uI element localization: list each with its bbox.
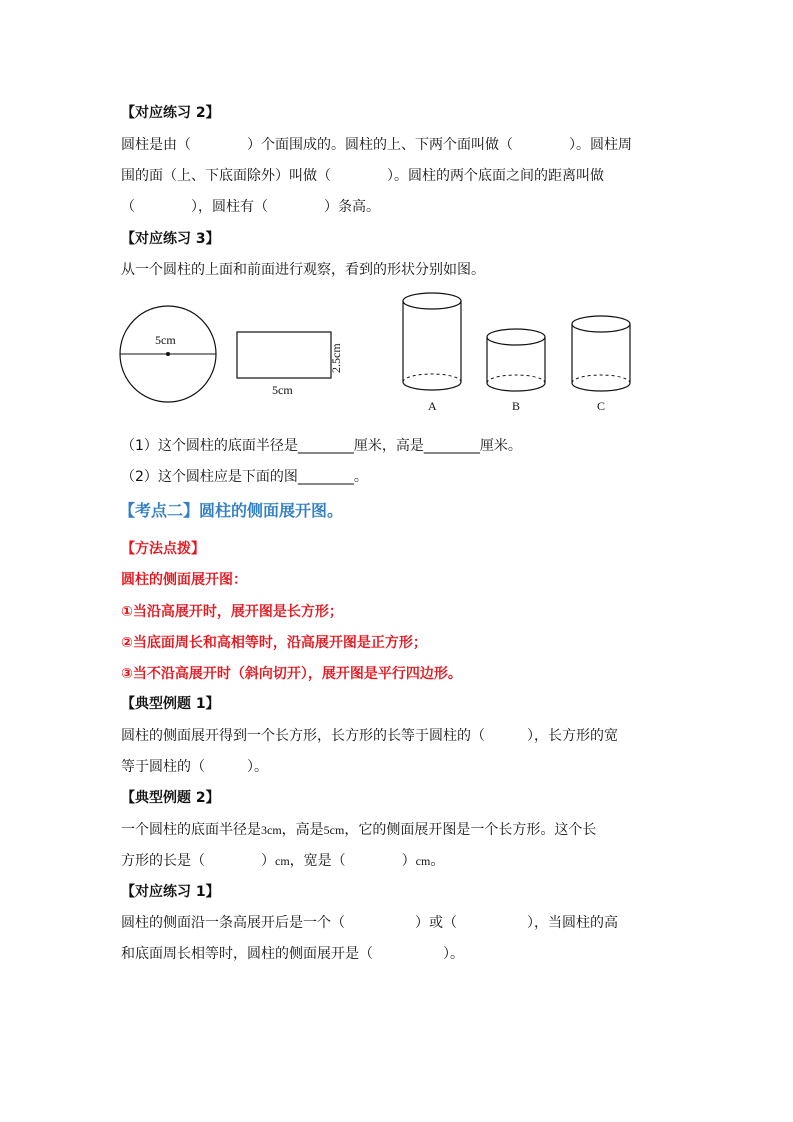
practice-2-line-2: 围的面（上、下底面除外）叫做（ ）。圆柱的两个底面之间的距离叫做 bbox=[121, 168, 604, 184]
cylinder-a-label: A bbox=[428, 399, 437, 413]
example-1-line-2: 等于圆柱的（ ）。 bbox=[121, 759, 268, 775]
example-2-heading: 【典型例题 2】 bbox=[121, 790, 220, 806]
circle-diameter-label: 5cm bbox=[155, 333, 176, 347]
method-rule-2: ②当底面周长和高相等时，沿高展开图是正方形； bbox=[121, 635, 427, 651]
practice-2-heading: 【对应练习 2】 bbox=[121, 105, 220, 121]
rect-height-label: 2.5cm bbox=[329, 343, 343, 373]
example-2-text-b: ，高是 bbox=[281, 822, 324, 838]
question-2: （2）这个圆柱应是下面的图________。 bbox=[121, 469, 368, 485]
example-2-line-1 bbox=[121, 820, 596, 840]
cylinder-a bbox=[403, 293, 461, 390]
method-title: 【方法点拨】 bbox=[121, 541, 205, 557]
circle-center-dot bbox=[166, 352, 170, 356]
example-2-text-e: ，宽是（ ） bbox=[289, 853, 416, 869]
example-1-heading: 【典型例题 1】 bbox=[121, 696, 220, 712]
length-unit: cm bbox=[275, 854, 290, 868]
cylinder-c bbox=[572, 316, 630, 391]
cylinder-figure bbox=[110, 285, 670, 420]
rect-width-label: 5cm bbox=[272, 383, 293, 397]
example-2-text-d: 方形的长是（ ） bbox=[121, 853, 275, 869]
method-rule-1: ①当沿高展开时，展开图是长方形； bbox=[121, 604, 343, 620]
example-2-text-f: 。 bbox=[430, 853, 445, 869]
height-value: 5cm bbox=[323, 823, 345, 837]
width-unit: cm bbox=[415, 854, 431, 868]
radius-value: 3cm bbox=[261, 823, 282, 837]
practice-2-line-3: （ ），圆柱有（ ）条高。 bbox=[121, 199, 380, 215]
example-1-line-1: 圆柱的侧面展开得到一个长方形，长方形的长等于圆柱的（ ），长方形的宽 bbox=[121, 728, 618, 744]
section-heading-key-point-2: 【考点二】圆柱的侧面展开图。 bbox=[119, 501, 344, 520]
practice-1-line-2: 和底面周长相等时，圆柱的侧面展开是（ ）。 bbox=[121, 946, 464, 962]
example-2-text-a: 一个圆柱的底面半径是 bbox=[121, 822, 261, 838]
cylinder-b bbox=[487, 329, 545, 391]
cylinder-b-label: B bbox=[512, 399, 521, 413]
practice-1-line-1: 圆柱的侧面沿一条高展开后是一个（ ）或（ ），当圆柱的高 bbox=[121, 915, 618, 931]
method-intro: 圆柱的侧面展开图： bbox=[121, 572, 247, 588]
practice-3-intro: 从一个圆柱的上面和前面进行观察，看到的形状分别如图。 bbox=[121, 262, 485, 278]
practice-2-line-1: 圆柱是由（ ）个面围成的。圆柱的上、下两个面叫做（ ）。圆柱周 bbox=[121, 137, 632, 153]
method-rule-3: ③当不沿高展开时（斜向切开），展开图是平行四边形。 bbox=[121, 666, 462, 682]
example-2-text-c: ，它的侧面展开图是一个长方形。这个长 bbox=[344, 822, 597, 838]
front-view-rectangle bbox=[237, 332, 331, 378]
cylinder-c-label: C bbox=[597, 399, 606, 413]
question-1: （1）这个圆柱的底面半径是________厘米，高是________厘米。 bbox=[121, 438, 522, 454]
practice-1-heading: 【对应练习 1】 bbox=[121, 884, 220, 900]
example-2-line-2 bbox=[121, 851, 444, 871]
practice-3-heading: 【对应练习 3】 bbox=[121, 231, 220, 247]
